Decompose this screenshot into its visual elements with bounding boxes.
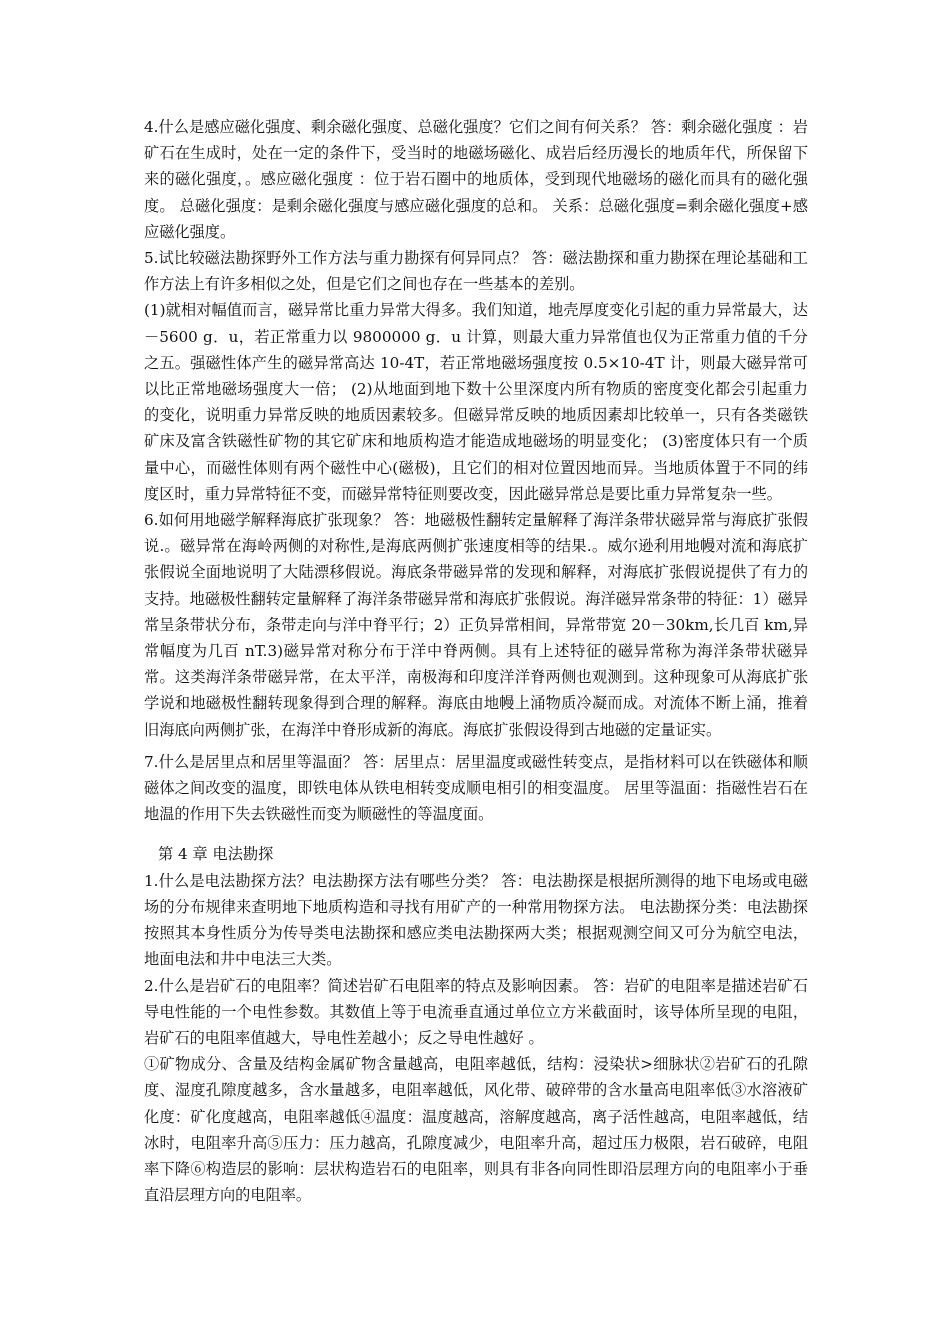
paragraph-c4q2-factors: ①矿物成分、含量及结构金属矿物含量越高，电阻率越低，结构：浸染状>细脉状②岩矿石的孔隙度、湿度孔隙度越多，含水量越多，电阻率越低，风化带、破碎带的含水量高电阻率低③水溶液矿化度：矿化度越高，电阻率越低④温度：温度越高，溶解度越高，离子活性越高，电阻率越低，结冰时，电阻率升高⑤压力：压力越高，孔隙度减少，电阻率升高，超过压力极限，岩石破碎，电阻率下降⑥构造层的影响：层状构造岩石的电阻率，则具有非各向同性即沿层理方向的电阻率小于垂直沿层理方向的电阻率。 xyxy=(144,1055,808,1205)
paragraph-c4q1-electrical-methods: 1.什么是电法勘探方法？电法勘探方法有哪些分类？ 答：电法勘探是根据所测得的地下电场或电磁场的分布规律来查明地下地质构造和寻找有用矿产的一种常用物探方法。 电法勘探分类：电法勘探按照其本身性质分为传导类电法勘探和感应类电法勘探两大类；根据观测空间又可分为航空电法，地面电法和井中电法三大类。 xyxy=(144,871,808,969)
paragraph-q7-curie-point: 7.什么是居里点和居里等温面？ 答：居里点：居里温度或磁性转变点，是指材料可以在铁磁体和顺磁体之间改变的温度，即铁电体从铁电相转变成顺电相引的相变温度。 居里等温面：指磁性岩石在地温的作用下失去铁磁性而变为顺磁性的等温度面。 xyxy=(144,752,808,824)
paragraph-q4-magnetization: 4.什么是感应磁化强度、剩余磁化强度、总磁化强度？它们之间有何关系？ 答：剩余磁化强度 ：岩矿石在生成时，处在一定的条件下，受当时的地磁场磁化、成岩后经历漫长的地质年代，所保留下来的磁化强度，。感应磁化强度 ：位于岩石圈中的地质体，受到现代地磁场的磁化而具有的磁化强度。 总磁化强度：是剩余磁化强度与感应磁化强度的总和。 关系：总磁化强度=剩余磁化强度+感应磁化强度。 xyxy=(144,118,808,241)
paragraph-q5-detail: (1)就相对幅值而言，磁异常比重力异常大得多。我们知道，地壳厚度变化引起的重力异常最大，达－5600 g．u，若正常重力以 9800000 g．u 计算，则最大重力异常值也仅为正常重力值的千分之五。强磁性体产生的磁异常高达 10-4T，若正常地磁场强度按 0.5×10-4T 计，则最大磁异常可以比正常地磁场强度大一倍； (2)从地面到地下数十公里深度内所有物质的密度变化都会引起重力的变化，说明重力异常反映的地质因素较多。但磁异常反映的地质因素却比较单一，只有各类磁铁矿床及富含铁磁性矿物的其它矿床和地质构造才能造成地磁场的明显变化； (3)密度体只有一个质量中心，而磁性体则有两个磁性中心(磁极)，且它们的相对位置因地而异。当地质体置于不同的纬度区时，重力异常特征不变，而磁异常特征则要改变，因此磁异常总是要比重力异常复杂一些。 xyxy=(144,301,808,503)
document-body xyxy=(144,114,808,1208)
paragraph-q6-seafloor-spreading: 6.如何用地磁学解释海底扩张现象？ 答：地磁极性翻转定量解释了海洋条带状磁异常与海底扩张假说.。磁异常在海岭两侧的对称性,是海底两侧扩张速度相等的结果.。威尔逊利用地幔对流和海底扩张假说全面地说明了大陆漂移假说。海底条带磁异常的发现和解释，对海底扩张假说提供了有力的支持。地磁极性翻转定量解释了海洋条带磁异常和海底扩张假说。海洋磁异常条带的特征：1）磁异常呈条带状分布，条带走向与洋中脊平行；2）正负异常相间，异常带宽 20－30km,长几百 km,异常幅度为几百 nT.3)磁异常对称分布于洋中脊两侧。具有上述特征的磁异常称为海洋条带状磁异常。这类海洋条带磁异常，在太平洋，南极海和印度洋洋脊两侧也观测到。这种现象可从海底扩张学说和地磁极性翻转现象得到合理的解释。海底由地幔上涌物质冷凝而成。对流体不断上涌，推着旧海底向两侧扩张，在海洋中脊形成新的海底。海底扩张假设得到古地磁的定量证实。 xyxy=(144,511,808,739)
paragraph-c4q2-resistivity: 2.什么是岩矿石的电阻率？简述岩矿石电阻率的特点及影响因素。 答：岩矿的电阻率是描述岩矿石导电性能的一个电性参数。其数值上等于电流垂直通过单位立方米截面时，该导体所呈现的电阻，岩矿石的电阻率值越大，导电性差越小；反之导电性越好 。 xyxy=(144,976,808,1047)
paragraph-q5-comparison: 5.试比较磁法勘探野外工作方法与重力勘探有何异同点？ 答：磁法勘探和重力勘探在理论基础和工作方法上有许多相似之处，但是它们之间也存在一些基本的差别。 xyxy=(144,249,808,294)
chapter-heading: 第 4 章 电法勘探 xyxy=(158,845,274,864)
